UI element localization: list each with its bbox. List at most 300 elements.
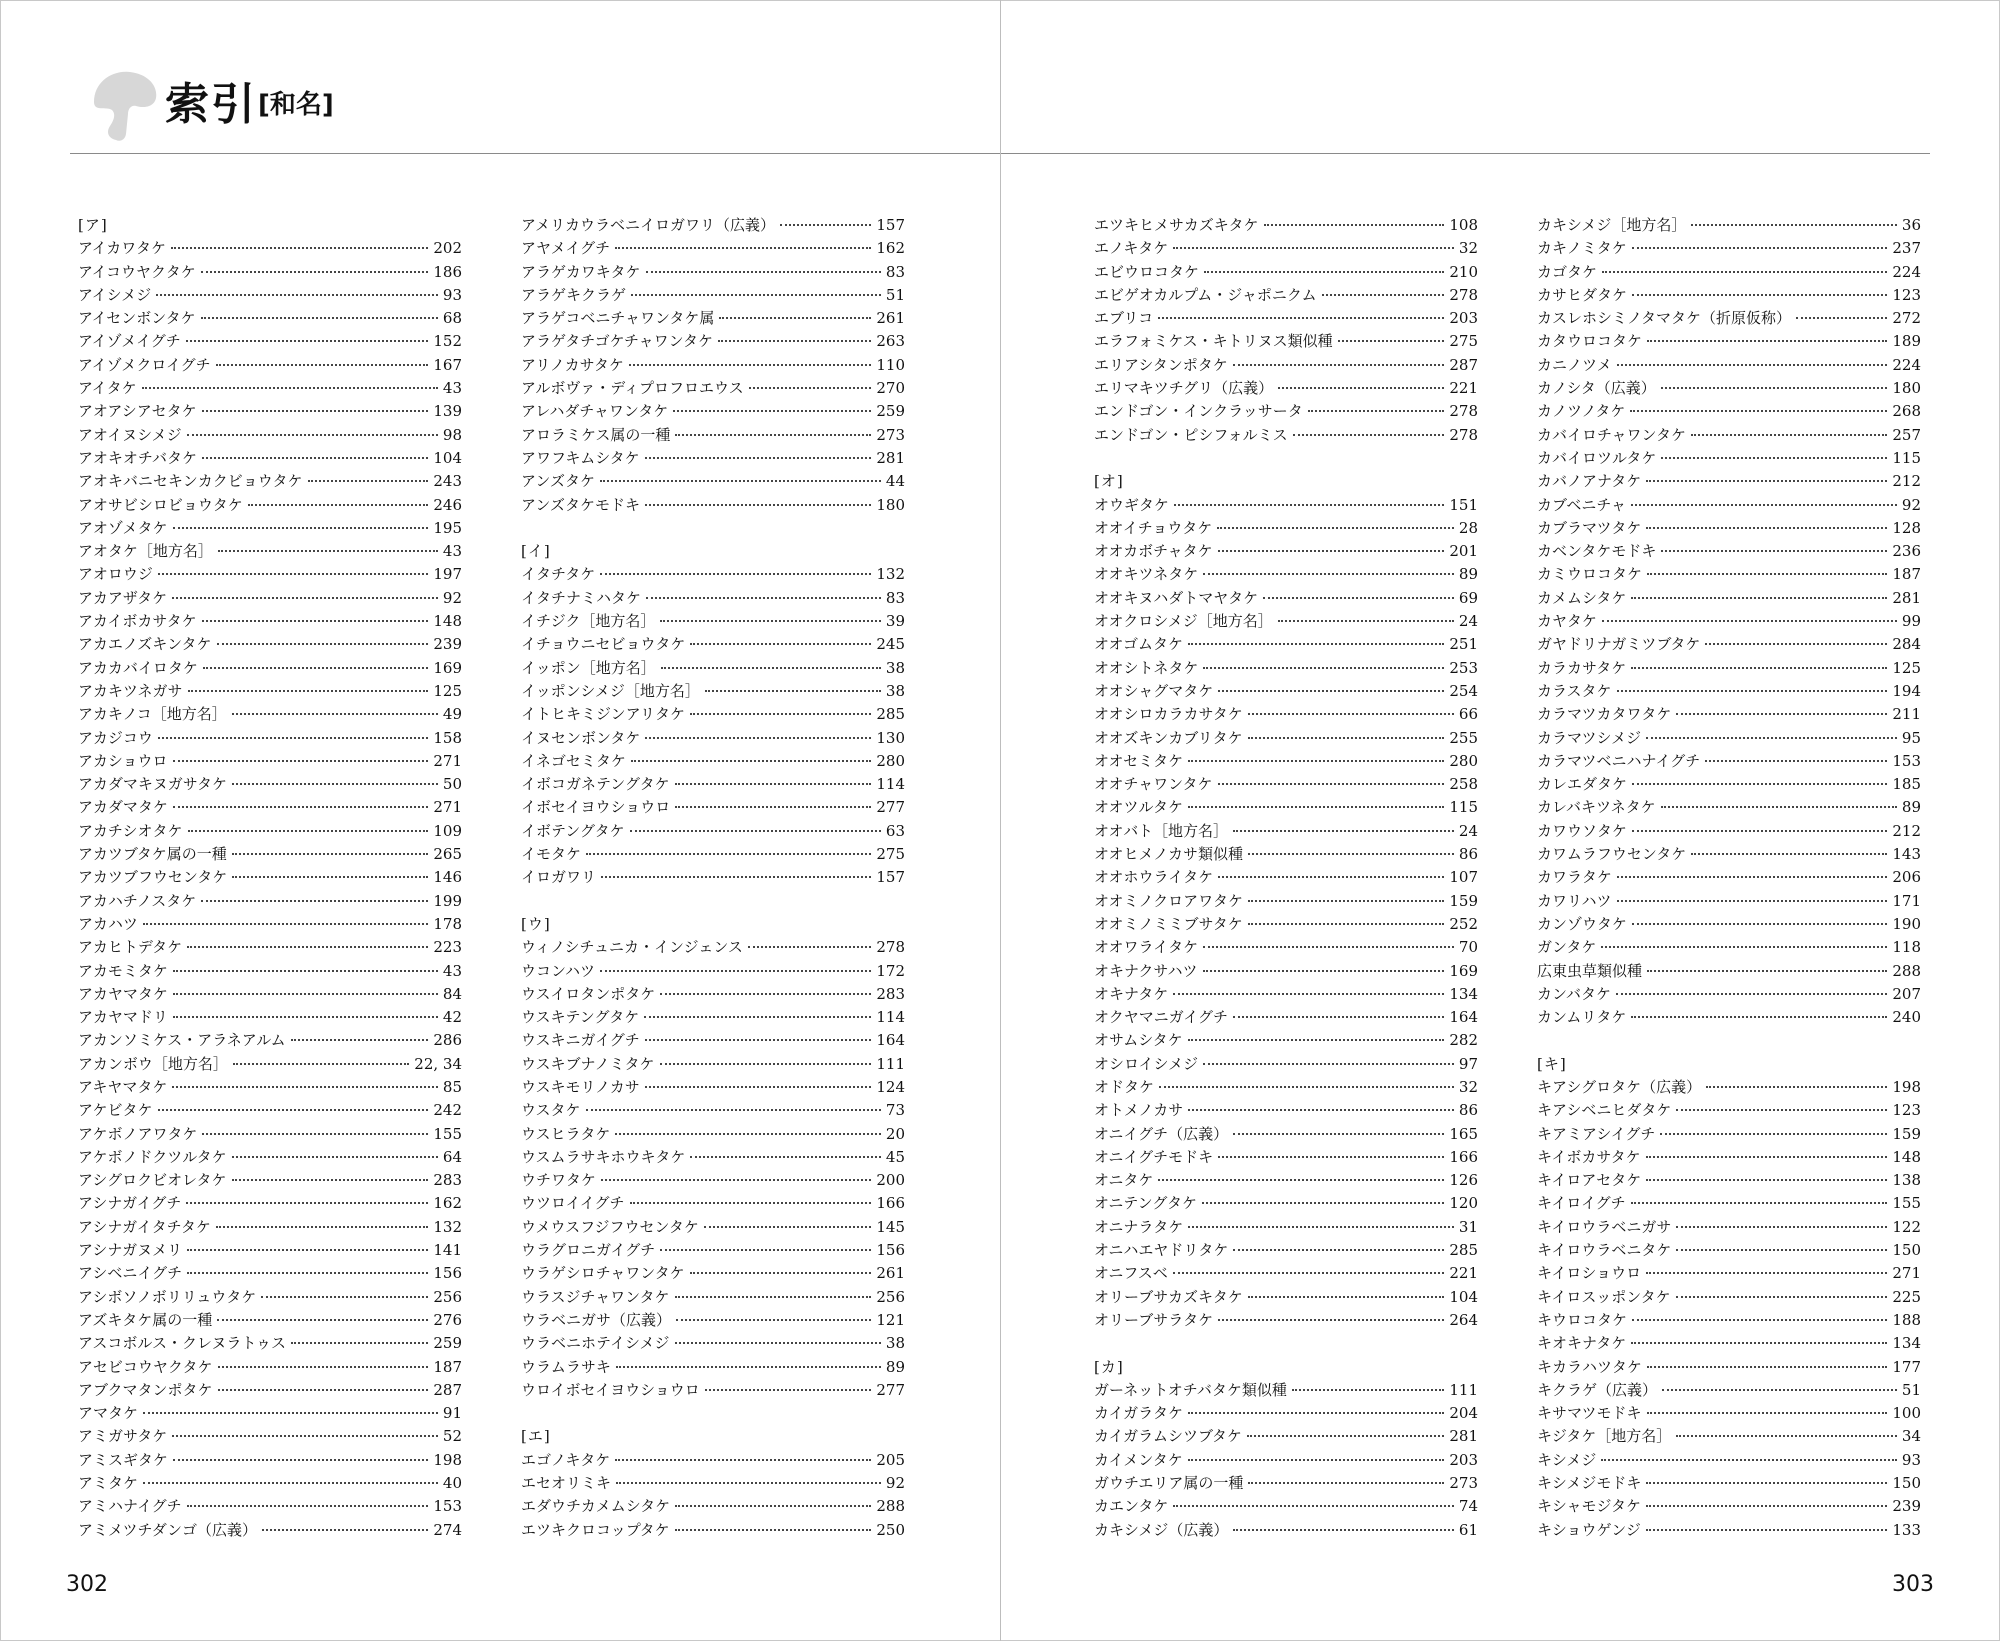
index-entry [521, 1262, 905, 1285]
dot-leader [1248, 1482, 1444, 1484]
entry-page: 158 [433, 728, 462, 747]
dot-leader [631, 294, 881, 296]
dot-leader [749, 387, 872, 389]
entry-name: アラゲタチゴケチャワンタケ [521, 332, 714, 351]
entry-page: 278 [1449, 425, 1478, 444]
entry-name: アカモミタケ [78, 961, 168, 980]
entry-name: アオアシアセタケ [78, 402, 197, 421]
dot-leader [1308, 410, 1445, 412]
dot-leader [1631, 667, 1887, 669]
dot-leader [660, 620, 881, 622]
dot-leader [217, 643, 429, 645]
dot-leader [1218, 783, 1445, 785]
index-entry [1094, 1519, 1478, 1542]
entry-name: カゴタケ [1537, 262, 1598, 281]
entry-page: 186 [433, 262, 462, 281]
dot-leader [1705, 760, 1887, 762]
index-entry [1537, 284, 1921, 307]
entry-name: アカカバイロタケ [78, 658, 198, 677]
dot-leader [601, 876, 871, 878]
dot-leader [1203, 573, 1454, 575]
dot-leader [173, 970, 438, 972]
index-entry [1094, 540, 1478, 563]
index-entry [78, 1332, 462, 1355]
index-entry [1537, 1309, 1921, 1332]
index-entry [78, 750, 462, 773]
dot-leader [143, 1482, 438, 1484]
dot-leader [202, 410, 429, 412]
dot-leader [586, 1109, 881, 1111]
entry-page: 270 [876, 379, 905, 398]
entry-page: 197 [433, 565, 462, 584]
entry-page: 288 [1892, 961, 1921, 980]
index-entry [78, 633, 462, 656]
dot-leader [1630, 410, 1887, 412]
entry-name: アオゾメタケ [78, 518, 168, 537]
index-entry [1094, 307, 1478, 330]
index-entry [1094, 377, 1478, 400]
index-entry [1094, 1029, 1478, 1052]
entry-page: 86 [1458, 1101, 1478, 1120]
dot-leader [1292, 1389, 1444, 1391]
entry-page: 276 [433, 1310, 462, 1329]
entry-name: カワラタケ [1537, 868, 1612, 887]
entry-name: ウコンハツ [521, 961, 595, 980]
entry-page: 190 [1892, 914, 1921, 933]
entry-page: 34 [1901, 1427, 1921, 1446]
dot-leader [600, 480, 881, 482]
index-entry [521, 1239, 905, 1262]
section-heading: [カ] [1094, 1357, 1124, 1376]
entry-name: ウラグロニガイグチ [521, 1241, 656, 1260]
entry-page: 261 [876, 309, 905, 328]
index-entry [1094, 773, 1478, 796]
entry-page: 104 [1449, 1287, 1478, 1306]
dot-leader [1233, 1016, 1444, 1018]
entry-name: アンズタケモドキ [521, 495, 640, 514]
entry-name: アシナガヌメリ [78, 1241, 183, 1260]
entry-name: エラフォミケス・キトリヌス類似種 [1094, 332, 1333, 351]
entry-name: アカハチノスタケ [78, 891, 197, 910]
dot-leader [248, 504, 429, 506]
dot-leader [216, 364, 429, 366]
entry-page: 134 [1892, 1334, 1921, 1353]
index-entry [521, 727, 905, 750]
entry-page: 251 [1449, 635, 1478, 654]
dot-leader [1204, 271, 1444, 273]
entry-page: 258 [1449, 775, 1478, 794]
entry-name: アシナガイグチ [78, 1194, 182, 1213]
entry-name: ウスキニガイグチ [521, 1031, 640, 1050]
index-entry [521, 1076, 905, 1099]
entry-name: キシメジモドキ [1537, 1474, 1642, 1493]
dot-leader [202, 620, 429, 622]
entry-page: 120 [1449, 1194, 1478, 1213]
index-entry [521, 1146, 905, 1169]
entry-name: アラゲキクラゲ [521, 285, 627, 304]
dot-leader [217, 1319, 428, 1321]
entry-page: 246 [433, 495, 462, 514]
entry-name: キイロアセタケ [1537, 1171, 1642, 1190]
entry-page: 239 [433, 635, 462, 654]
index-entry [1094, 1169, 1478, 1192]
dot-leader [675, 1529, 872, 1531]
dot-leader [232, 876, 428, 878]
entry-name: イッポン［地方名］ [521, 658, 656, 677]
entry-page: 277 [876, 798, 905, 817]
entry-name: ウスヒラタケ [521, 1124, 611, 1143]
entry-name: オオワライタケ [1094, 938, 1199, 957]
index-entry [1537, 377, 1921, 400]
index-entry [1094, 1262, 1478, 1285]
dot-leader [1646, 1482, 1887, 1484]
index-entry [521, 750, 905, 773]
entry-page: 104 [433, 448, 462, 467]
index-entry [1094, 1402, 1478, 1425]
entry-name: アマタケ [78, 1404, 139, 1423]
entry-name: エンドゴン・ピシフォルミス [1094, 425, 1288, 444]
dot-leader [187, 434, 438, 436]
entry-page: 114 [876, 775, 905, 794]
index-entry [78, 377, 462, 400]
index-entry [78, 1169, 462, 1192]
index-entry [78, 1495, 462, 1518]
dot-leader [232, 783, 438, 785]
dot-leader [645, 504, 871, 506]
index-entry [1094, 1123, 1478, 1146]
index-entry [78, 913, 462, 936]
entry-page: 97 [1458, 1054, 1478, 1073]
index-entry [1094, 261, 1478, 284]
index-entry [78, 1239, 462, 1262]
entry-page: 83 [885, 588, 905, 607]
index-entry [1094, 610, 1478, 633]
entry-name: ウスタケ [521, 1101, 581, 1120]
index-entry [1537, 727, 1921, 750]
index-entry [78, 517, 462, 540]
entry-page: 225 [1892, 1287, 1921, 1306]
index-entry [521, 1192, 905, 1215]
entry-name: アカエノズキンタケ [78, 635, 212, 654]
index-entry [1094, 913, 1478, 936]
entry-page: 256 [433, 1287, 462, 1306]
entry-name: アカチシオタケ [78, 821, 183, 840]
entry-name: ウスキテングタケ [521, 1008, 640, 1027]
entry-name: キサマツモドキ [1537, 1404, 1642, 1423]
index-entry [1094, 1099, 1478, 1122]
index-entry [78, 540, 462, 563]
index-entry [1537, 261, 1921, 284]
dot-leader [1247, 1435, 1444, 1437]
entry-page: 165 [1449, 1124, 1478, 1143]
dot-leader [1173, 1272, 1445, 1274]
dot-leader [586, 853, 871, 855]
entry-page: 242 [433, 1101, 462, 1120]
entry-page: 24 [1458, 821, 1478, 840]
index-entry [1537, 866, 1921, 889]
entry-name: カブラマツタケ [1537, 518, 1642, 537]
entry-page: 89 [1458, 565, 1478, 584]
entry-name: アカヤマタケ [78, 984, 168, 1003]
entry-name: エノキタケ [1094, 239, 1169, 258]
dot-leader [645, 1039, 872, 1041]
entry-name: アイタケ [78, 379, 137, 398]
entry-name: アカイボカサタケ [78, 612, 197, 631]
entry-page: 70 [1458, 938, 1478, 957]
entry-name: アカハツ [78, 914, 138, 933]
entry-name: アワフキムシタケ [521, 448, 640, 467]
dot-leader [1322, 294, 1445, 296]
index-entry [1537, 1076, 1921, 1099]
section-heading: [キ] [1537, 1054, 1567, 1073]
index-entry [1537, 1192, 1921, 1215]
entry-name: オニテングタケ [1094, 1194, 1198, 1213]
entry-name: アカンボウ［地方名］ [78, 1054, 228, 1073]
index-entry [521, 494, 905, 517]
entry-name: イモタケ [521, 845, 582, 864]
index-entry [521, 1495, 905, 1518]
entry-name: カニノツメ [1537, 355, 1612, 374]
index-entry [78, 610, 462, 633]
section-heading: [エ] [521, 1427, 551, 1446]
entry-name: カワウソタケ [1537, 821, 1627, 840]
index-entry [78, 843, 462, 866]
dot-leader [262, 1529, 428, 1531]
dot-leader [675, 783, 872, 785]
dot-leader [1646, 737, 1897, 739]
dot-leader [1203, 970, 1445, 972]
entry-name: カタウロコタケ [1537, 332, 1643, 351]
index-entry [1537, 1099, 1921, 1122]
section-spacer [1094, 1332, 1478, 1355]
dot-leader [675, 806, 871, 808]
entry-name: アミメツチダンゴ（広義） [78, 1520, 257, 1539]
entry-page: 99 [1901, 612, 1921, 631]
entry-name: アメリカウラベニイロガワリ（広義） [521, 216, 775, 234]
index-entry [1537, 237, 1921, 260]
entry-page: 36 [1901, 216, 1921, 234]
entry-name: オウギタケ [1094, 495, 1169, 514]
entry-page: 263 [876, 332, 905, 351]
entry-page: 178 [433, 914, 462, 933]
entry-name: アセビコウヤクタケ [78, 1357, 213, 1376]
dot-leader [1646, 1179, 1887, 1181]
index-entry [1537, 563, 1921, 586]
entry-page: 151 [1449, 495, 1478, 514]
entry-page: 275 [1449, 332, 1478, 351]
dot-leader [1796, 317, 1887, 319]
entry-name: アスコボルス・クレヌラトゥス [78, 1334, 286, 1353]
entry-page: 83 [885, 262, 905, 281]
entry-name: カバイロチャワンタケ [1537, 425, 1686, 444]
entry-page: 281 [876, 448, 905, 467]
dot-leader [1233, 1249, 1444, 1251]
entry-name: キイロイグチ [1537, 1194, 1626, 1213]
index-entry [1537, 307, 1921, 330]
entry-name: キイロウラベニタケ [1537, 1241, 1672, 1260]
dot-leader [1661, 387, 1888, 389]
entry-page: 40 [442, 1474, 462, 1493]
index-entry [78, 1076, 462, 1099]
index-entry [1537, 540, 1921, 563]
entry-page: 159 [1892, 1124, 1921, 1143]
index-entry [521, 1379, 905, 1402]
entry-page: 24 [1458, 612, 1478, 631]
dot-leader [1706, 1086, 1887, 1088]
entry-name: アカアザタケ [78, 588, 168, 607]
dot-leader [1158, 317, 1444, 319]
entry-name: オオキヌハダトマヤタケ [1094, 588, 1259, 607]
index-entry [521, 1286, 905, 1309]
dot-leader [1676, 1249, 1887, 1251]
entry-page: 272 [1892, 309, 1921, 328]
index-entry [1537, 1286, 1921, 1309]
entry-name: エセオリミキ [521, 1474, 612, 1493]
dot-leader [1646, 527, 1887, 529]
entry-name: カワリハツ [1537, 891, 1612, 910]
entry-name: カサヒダタケ [1537, 285, 1628, 304]
entry-page: 73 [885, 1101, 905, 1120]
index-entry [78, 936, 462, 959]
dot-leader [1676, 1109, 1887, 1111]
entry-page: 155 [433, 1124, 462, 1143]
entry-page: 162 [433, 1194, 462, 1213]
dot-leader [1646, 1529, 1887, 1531]
entry-name: アヤメイグチ [521, 239, 611, 258]
entry-page: 43 [442, 379, 462, 398]
dot-leader [233, 1063, 409, 1065]
entry-page: 236 [1892, 542, 1921, 561]
entry-page: 125 [1892, 658, 1921, 677]
entry-page: 204 [1449, 1404, 1478, 1423]
entry-name: イボセイヨウショウロ [521, 798, 671, 817]
entry-page: 243 [433, 472, 462, 491]
entry-page: 130 [876, 728, 905, 747]
dot-leader [201, 900, 428, 902]
entry-name: キシャモジタケ [1537, 1497, 1641, 1516]
dot-leader [748, 946, 871, 948]
entry-page: 43 [442, 542, 462, 561]
entry-page: 169 [433, 658, 462, 677]
entry-page: 115 [1449, 798, 1478, 817]
index-entry [521, 1472, 905, 1495]
index-entry [78, 680, 462, 703]
dot-leader [201, 317, 438, 319]
index-entry [78, 307, 462, 330]
index-entry [521, 424, 905, 447]
entry-name: カバイロツルタケ [1537, 448, 1657, 467]
dot-leader [1188, 643, 1444, 645]
index-entry [1537, 1216, 1921, 1239]
dot-leader [1631, 1342, 1887, 1344]
entry-page: 153 [433, 1497, 462, 1516]
entry-name: イネゴセミタケ [521, 751, 626, 770]
dot-leader [172, 597, 438, 599]
entry-page: 280 [876, 751, 905, 770]
entry-page: 164 [876, 1031, 905, 1050]
entry-name: アカツブタケ属の一種 [78, 845, 227, 864]
entry-name: キジタケ［地方名］ [1537, 1427, 1672, 1446]
dot-leader [1173, 993, 1444, 995]
dot-leader [1631, 504, 1897, 506]
entry-page: 283 [433, 1171, 462, 1190]
entry-name: 広東虫草類似種 [1537, 961, 1643, 980]
dot-leader [1218, 1156, 1444, 1158]
dot-leader [203, 667, 429, 669]
entry-name: アイゾメイグチ [78, 332, 181, 351]
index-entry [78, 1192, 462, 1215]
index-column-4 [1537, 214, 1921, 1542]
index-entry [78, 773, 462, 796]
entry-page: 132 [433, 1217, 462, 1236]
mushroom-icon [90, 68, 160, 144]
dot-leader [1233, 364, 1445, 366]
dot-leader [1660, 1133, 1887, 1135]
index-entry [1537, 1472, 1921, 1495]
entry-name: カメムシタケ [1537, 588, 1627, 607]
index-entry [521, 1123, 905, 1146]
dot-leader [646, 597, 881, 599]
index-entry [521, 936, 905, 959]
entry-name: エブリコ [1094, 309, 1154, 328]
index-entry [1537, 633, 1921, 656]
dot-leader [1661, 457, 1887, 459]
entry-page: 274 [433, 1520, 462, 1539]
dot-leader [629, 364, 871, 366]
index-subtitle: [和名] [258, 90, 334, 120]
entry-name: カイガラムシツブタケ [1094, 1427, 1242, 1446]
entry-name: カバノアナタケ [1537, 472, 1642, 491]
dot-leader [616, 1366, 881, 1368]
index-entry [1537, 1239, 1921, 1262]
entry-name: オオカボチャタケ [1094, 542, 1213, 561]
entry-name: オトメノカサ [1094, 1101, 1184, 1120]
entry-name: カンムリタケ [1537, 1008, 1627, 1027]
dot-leader [1188, 1109, 1454, 1111]
dot-leader [1647, 970, 1887, 972]
dot-leader [1263, 597, 1454, 599]
entry-page: 95 [1901, 728, 1921, 747]
dot-leader [172, 1086, 438, 1088]
entry-page: 189 [1892, 332, 1921, 351]
index-entry [1537, 517, 1921, 540]
entry-page: 52 [442, 1427, 462, 1446]
entry-name: オオズキンカブリタケ [1094, 728, 1243, 747]
entry-name: ウラスジチャワンタケ [521, 1287, 670, 1306]
entry-name: アンズタケ [521, 472, 595, 491]
entry-name: ウラムラサキ [521, 1357, 611, 1376]
entry-name: カベンタケモドキ [1537, 542, 1657, 561]
entry-page: 38 [885, 681, 905, 700]
entry-page: 166 [1449, 1147, 1478, 1166]
index-entry [78, 563, 462, 586]
entry-name: アカダマキヌガサタケ [78, 775, 227, 794]
index-entry [1094, 960, 1478, 983]
entry-name: カラカサタケ [1537, 658, 1627, 677]
entry-name: カンゾウタケ [1537, 914, 1627, 933]
entry-page: 177 [1892, 1357, 1921, 1376]
entry-page: 180 [876, 495, 905, 514]
dot-leader [218, 1366, 429, 1368]
dot-leader [675, 434, 871, 436]
dot-leader [158, 737, 429, 739]
entry-page: 281 [1449, 1427, 1478, 1446]
entry-page: 278 [876, 938, 905, 957]
entry-page: 100 [1892, 1404, 1921, 1423]
dot-leader [1218, 1319, 1444, 1321]
index-entry [1094, 1216, 1478, 1239]
dot-leader [645, 457, 872, 459]
